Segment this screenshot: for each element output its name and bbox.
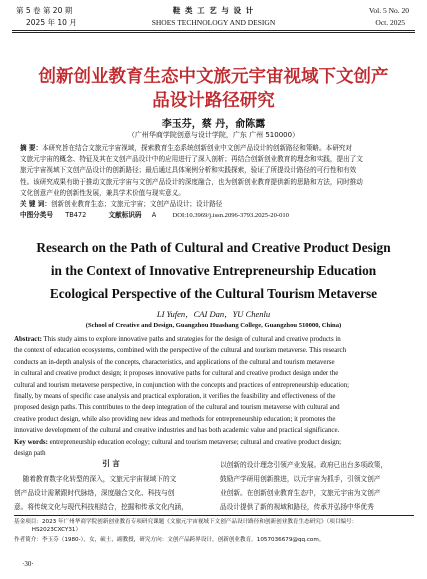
abstract-en-line: cultural and tourism metaverse perspective, in conjunction with the concepts and practices of entrepreneurship education;	[14, 381, 350, 389]
authors-cn: 李玉芬，蔡 丹，俞陈露	[161, 119, 266, 130]
abstract-en-label: Abstract:	[14, 336, 42, 343]
clc-code: TB472	[65, 211, 87, 220]
title-en-line-1: Research on the Path of Cultural and Creative Product Design	[36, 240, 391, 255]
intro-line: 以创新的设计理念引领产业发展。政府已出台多项政策，	[220, 461, 388, 469]
keywords-en: entrepreneurship education ecology; cultural and tourism metaverse; cultural and creative product design;	[47, 438, 342, 446]
authors-en: LI Yufen，CAI Dan，YU Chenlu	[156, 309, 271, 319]
abstract-en-line: proposed design paths. This contributes to the deep integration of the cultural and tourism metaverse with cultural and	[14, 404, 340, 412]
doc-code: A	[151, 211, 157, 220]
affiliation-cn: （广州华商学院创意与设计学院，广东 广州 510000）	[127, 131, 300, 139]
page-number: ·30·	[22, 560, 34, 568]
keywords-cn-label: 关 键 词：	[20, 200, 51, 209]
footnote-rule	[14, 515, 414, 516]
affiliation-en: (School of Creative and Design, Guangzhou Huashang College, Guangzhou 510000, China)	[85, 322, 342, 329]
doc-code-label: 文献标识码	[108, 211, 142, 220]
intro-line: 品设计提供了新的视域和路径，传承并弘扬中华优秀	[220, 503, 374, 511]
intro-line: 创产品设计需紧跟时代脉络，深度融合文化、科技与创	[14, 489, 175, 497]
abstract-en-line: finally, by means of specific case analysis and practical exploration, it verifies the feasibility and effectiveness of the	[14, 393, 336, 401]
author-note: 作者简介：李玉芬（1980-），女，硕士，副教授，研究方向：文创产品跨界设计，创新创业教育。1057036679@qq.com。	[14, 537, 325, 543]
abstract-en-line: in cultural and creative product design; it proposes innovative paths for cultural and creative product design under the	[14, 370, 339, 378]
keywords-en-cont: design path	[14, 450, 46, 458]
date-cn: 2025 年 10 月	[26, 18, 77, 27]
title-cn-line-2: 品设计路径研究	[152, 91, 275, 111]
date-en: Oct. 2025	[375, 18, 405, 27]
title-en-line-2: in the Context of Innovative Entrepreneurship Education	[50, 263, 377, 278]
clc-label: 中图分类号	[20, 211, 53, 220]
intro-line: 意。将传统文化与现代科技相结合，挖掘和传承文化内涵，	[14, 503, 188, 511]
abstract-cn-line: 旅元宇宙视域下文创产品设计的创新路径；最后通过具体案例分析和实践探索，验证了所提设计路径的可行性和有效	[20, 166, 357, 175]
abstract-cn-line: 性。该研究成果有助于推动文旅元宇宙与文创产品设计的深度融合，也为创新创业教育提供新的思路和方法，同时推动	[20, 177, 363, 186]
volume-issue-cn: 第 5 卷 第 20 期	[16, 6, 73, 15]
intro-line: 随着教育数字化转型的深入，文旅元宇宙视域下的文	[14, 475, 177, 483]
footnotes	[14, 518, 416, 544]
abstract-cn-line: 本研究旨在结合文旅元宇宙视域，探索教育生态系统创新创业中文创产品设计的创新路径和策略。本研究对	[42, 144, 352, 152]
abstract-cn-line: 文旅元宇宙的概念、特征及其在文创产品设计中的应用进行了深入剖析；再结合创新创业教育的理念和实践，提出了文	[20, 155, 363, 164]
keywords-en-label: Key words:	[14, 438, 48, 446]
journal-name-cn: 鞋 类 工 艺 与 设 计	[172, 6, 255, 15]
abstract-en-line: conducts an in-depth analysis of the concepts, characteristics, and applications of the cultural and tourism metaverse	[14, 358, 335, 366]
intro-line: 业创新。在创新创业教育生态中，文旅元宇宙为文创产	[220, 489, 381, 497]
title-en-line-3: Ecological Perspective of the Cultural Tourism Metaverse	[49, 286, 378, 301]
abstract-en-line: This study aims to explore innovative paths and strategies for the design of cultural and creative products in	[41, 336, 341, 343]
header-rule	[12, 30, 415, 31]
abstract-en	[14, 334, 414, 459]
keywords-cn: 创新创业教育生态；文旅元宇宙；文创产品设计；设计路径	[50, 200, 223, 209]
abstract-cn-line: 文化创意产业的创新性发展，兼具学术价值与现实意义。	[20, 188, 185, 197]
fund-note-cont: HS2023CXCY31）	[14, 527, 82, 533]
classification-line	[20, 210, 412, 221]
title-cn-line-1: 创新创业教育生态中文旅元宇宙视域下文创产	[38, 67, 389, 87]
intro-left-column	[14, 472, 214, 514]
volume-issue-en: Vol. 5 No. 20	[368, 6, 409, 15]
abstract-en-line: creative product design, while also providing new ideas and methods for entrepreneurship education; it promotes the	[14, 415, 336, 423]
abstract-cn	[20, 143, 412, 221]
abstract-cn-label: 摘 要：	[20, 144, 43, 152]
abstract-en-line: innovative development of the cultural and creative industries and has both academic value and practical significance.	[14, 427, 340, 435]
fund-note: 基金项目：2023 年广州华商学院创新创业教育专项研究课题《文旅元宇宙视域下文创产品设计路径和创新创业教育生态研究》（项目编号：	[14, 519, 358, 525]
journal-name-en: SHOES TECHNOLOGY AND DESIGN	[151, 18, 276, 27]
abstract-en-line: the context of education ecosystems, combined with the perspective of the cultural and tourism metaverse. This research	[14, 347, 347, 355]
intro-heading: 引 言	[102, 459, 120, 468]
doi: DOI:10.3969/j.issn.2096-3793.2025-20-010	[172, 212, 289, 220]
intro-right-column	[220, 458, 418, 514]
intro-line: 鼓励产学研用创新推进，以元宇宙为抓手，引领文创产	[220, 475, 381, 483]
